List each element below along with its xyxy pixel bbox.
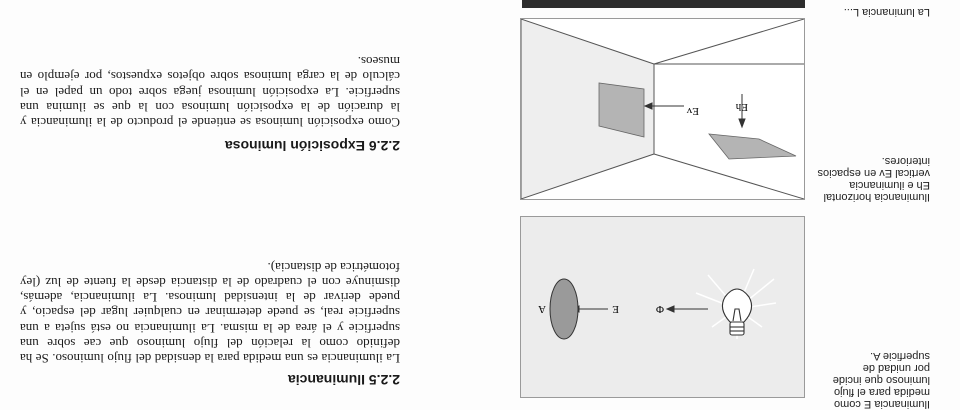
area-label: A bbox=[538, 303, 546, 315]
surface-area-ellipse bbox=[550, 279, 578, 339]
light-bulb-icon bbox=[722, 289, 751, 335]
horizontal-illuminance-label: Eh bbox=[735, 101, 748, 113]
paragraph-illuminance: La iluminancia es una medida para la densidad del flujo luminoso. Se ha definido como la relación del flujo luminoso que cae sobre una superficie y el área de la misma. La iluminancia no está sujeta a una superficie real, se puede determinar en cualquier lugar del espacio, y puede derivar de la intensidad luminosa. La iluminancia, además, disminuye con el cuadrado de la distancia desde la fuente de luz (ley fotométrica de distancia). bbox=[20, 259, 400, 366]
paragraph-light-exposure: Como exposición luminosa se entiende el producto de la iluminancia y la duración de la exposición luminosa con la que se ilumina una superficie. La exposición luminosa juega sobre todo un papel en el cálculo de la carga luminosa sobre objetos expuestos, por ejemplo en museos. bbox=[20, 54, 400, 130]
flux-label: Φ bbox=[655, 303, 664, 315]
illuminance-label: E bbox=[612, 303, 619, 315]
room-diagram bbox=[521, 19, 804, 199]
vertical-illuminance-label: Ev bbox=[686, 105, 699, 117]
heading-light-exposure: 2.2.6 Exposición luminosa bbox=[224, 138, 400, 154]
figure-illuminance bbox=[520, 216, 805, 398]
caption-horizontal-vertical: Iluminancia horizontal Eh e iluminancia vertical Ev en espacios interiores. bbox=[817, 155, 930, 203]
flux-arrow bbox=[667, 306, 708, 312]
heading-illuminance: 2.2.5 Iluminancia bbox=[287, 372, 400, 388]
caption-next-figure: La luminancia L... bbox=[843, 6, 930, 18]
figure-room-illuminance bbox=[520, 18, 805, 200]
caption-illuminance: Iluminancia E como medida para el flujo luminoso que incide por unidad de superficie A. bbox=[832, 350, 930, 410]
next-figure-edge bbox=[522, 0, 805, 8]
illuminance-diagram bbox=[521, 217, 804, 397]
